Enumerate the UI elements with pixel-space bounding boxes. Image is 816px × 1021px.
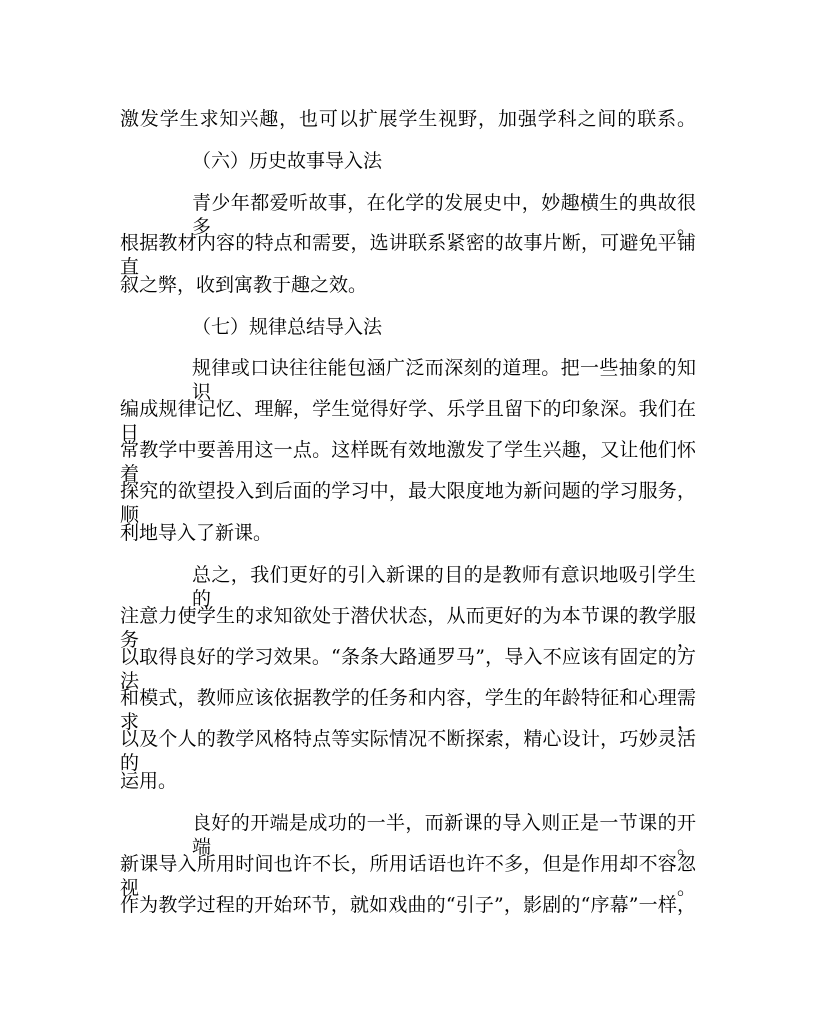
section-heading-6: （六）历史故事导入法 [192,150,383,172]
text-line-18: 良好的开端是成功的一半，而新课的导入则正是一节课的开端。 [192,812,696,858]
text-line-15: 和模式，教师应该依据教学的任务和内容，学生的年龄特征和心理需求， [120,687,696,733]
text-line-8: 编成规律记忆、理解，学生觉得好学、乐学且留下的印象深。我们在日 [120,398,696,444]
text-line-10: 探究的欲望投入到后面的学习中，最大限度地为新问题的学习服务，顺 [120,480,696,526]
text-line-11: 利地导入了新课。 [120,522,273,544]
section-heading-7: （七）规律总结导入法 [192,316,383,338]
text-line-13: 注意力使学生的求知欲处于潜伏状态，从而更好的为本节课的教学服务， [120,605,696,651]
text-line-7: 规律或口诀往往能包涵广泛而深刻的道理。把一些抽象的知识 [192,357,696,403]
text-line-20: 作为教学过程的开始环节，就如戏曲的“引子”，影剧的“序幕”一样， [120,894,696,916]
text-line-9: 常教学中要善用这一点。这样既有效地激发了学生兴趣，又让他们怀着 [120,439,696,485]
text-line-17: 运用。 [120,770,178,792]
text-line-4: 根据教材内容的特点和需要，选讲联系紧密的故事片断，可避免平铺直 [120,232,696,278]
text-line-12: 总之，我们更好的引入新课的目的是教师有意识地吸引学生的 [192,564,696,610]
text-line-5: 叙之弊，收到寓教于趣之效。 [120,274,368,296]
text-line-19: 新课导入所用时间也许不长，所用话语也许不多，但是作用却不容忽视。 [120,853,696,899]
text-line-14: 以取得良好的学习效果。“条条大路通罗马”，导入不应该有固定的方法 [120,646,696,692]
text-line-16: 以及个人的教学风格特点等实际情况不断探索，精心设计，巧妙灵活的 [120,728,696,774]
text-line-1: 激发学生求知兴趣，也可以扩展学生视野，加强学科之间的联系。 [120,108,696,130]
text-line-3: 青少年都爱听故事，在化学的发展史中，妙趣横生的典故很多。 [192,192,696,238]
